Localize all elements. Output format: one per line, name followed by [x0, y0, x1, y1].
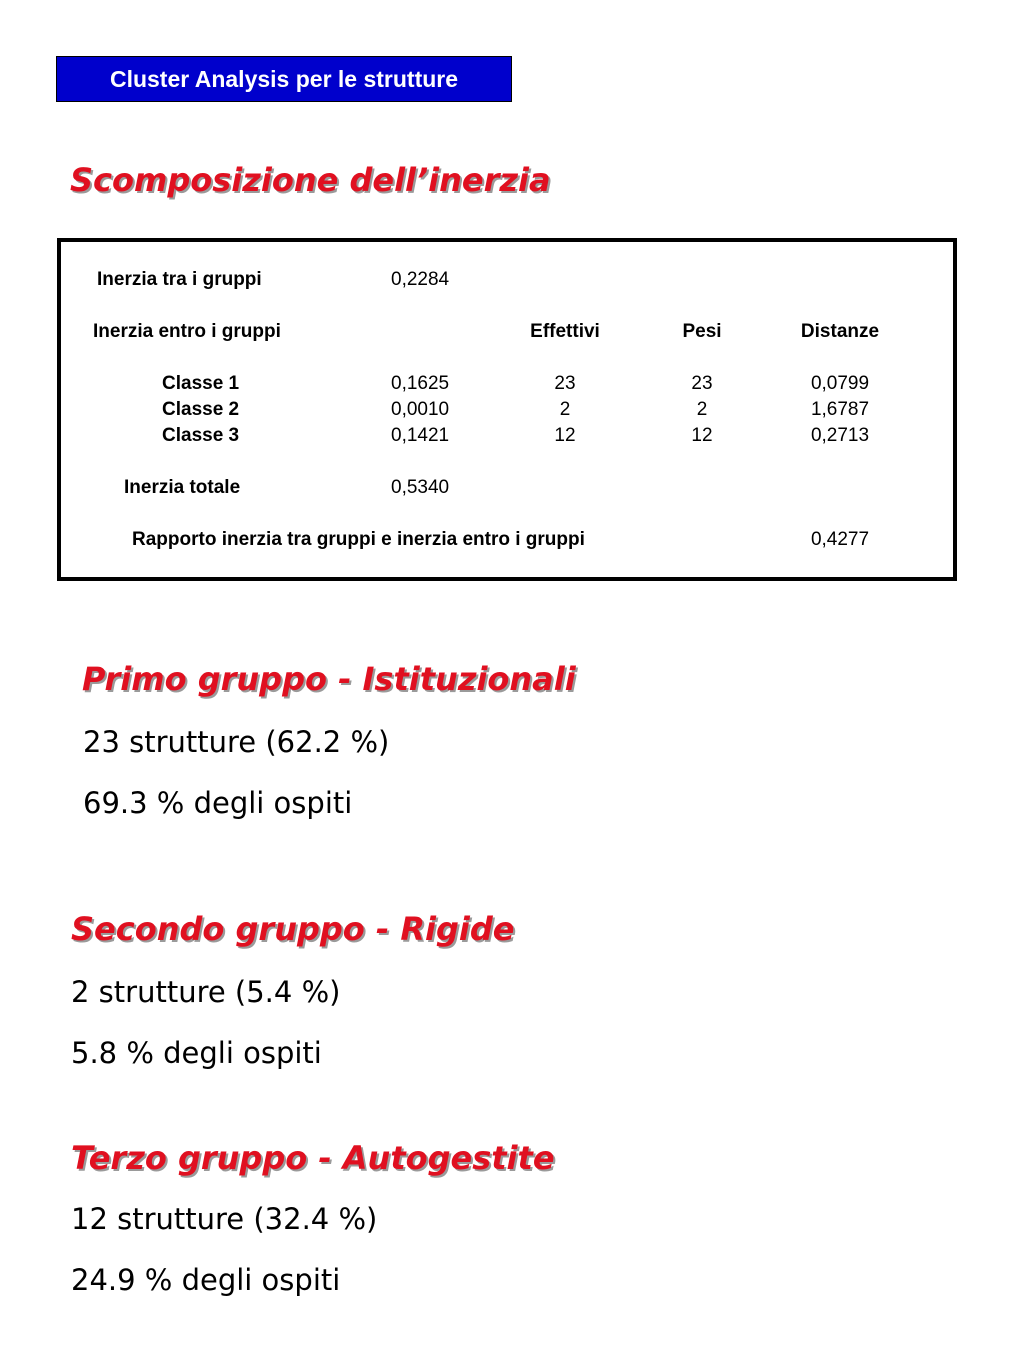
slide-banner: Cluster Analysis per le strutture — [56, 56, 512, 102]
row-inerzia: 0,1421 — [391, 425, 450, 446]
between-label: Inerzia tra i gruppi — [97, 269, 262, 290]
header-pesi: Pesi — [682, 321, 722, 342]
within-label: Inerzia entro i gruppi — [93, 321, 281, 342]
row-label: Classe 2 — [162, 399, 240, 420]
group-guests: 69.3 % degli ospiti — [83, 786, 353, 820]
header-distanze: Distanze — [800, 321, 880, 342]
row-distanze: 1,6787 — [810, 399, 870, 420]
between-value: 0,2284 — [391, 269, 450, 290]
group-guests: 5.8 % degli ospiti — [71, 1036, 322, 1070]
row-inerzia: 0,0010 — [391, 399, 450, 420]
group-heading: Secondo gruppo - Rigide — [71, 910, 515, 948]
total-label: Inerzia totale — [124, 477, 241, 498]
total-value: 0,5340 — [391, 477, 450, 498]
group-heading: Terzo gruppo - Autogestite — [71, 1139, 555, 1177]
row-effettivi: 23 — [554, 373, 576, 394]
group-guests: 24.9 % degli ospiti — [71, 1263, 341, 1297]
header-effettivi: Effettivi — [530, 321, 600, 342]
row-distanze: 0,2713 — [810, 425, 870, 446]
group-count: 2 strutture (5.4 %) — [71, 975, 341, 1009]
row-distanze: 0,0799 — [810, 373, 870, 394]
page-title: Scomposizione dell’inerzia — [70, 161, 551, 199]
row-pesi: 23 — [691, 373, 713, 394]
row-effettivi: 12 — [554, 425, 576, 446]
ratio-value: 0,4277 — [810, 529, 870, 550]
row-pesi: 12 — [691, 425, 713, 446]
inertia-table — [57, 238, 957, 581]
row-inerzia: 0,1625 — [391, 373, 450, 394]
ratio-label: Rapporto inerzia tra gruppi e inerzia entro i gruppi — [132, 529, 585, 550]
row-label: Classe 3 — [162, 425, 240, 446]
row-effettivi: 2 — [559, 399, 571, 420]
row-label: Classe 1 — [162, 373, 240, 394]
group-heading: Primo gruppo - Istituzionali — [82, 660, 576, 698]
group-count: 23 strutture (62.2 %) — [83, 725, 390, 759]
group-count: 12 strutture (32.4 %) — [71, 1202, 378, 1236]
row-pesi: 2 — [696, 399, 708, 420]
